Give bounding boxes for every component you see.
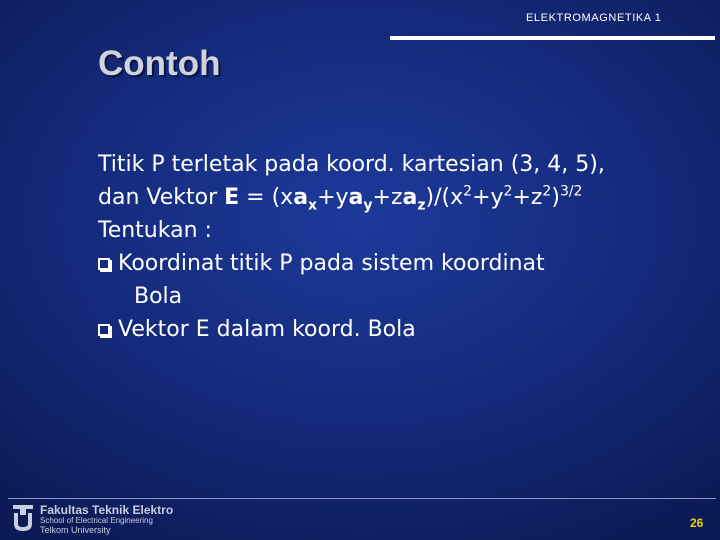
content-line-1: Titik P terletak pada koord. kartesian (3, 4, 5), — [98, 152, 605, 177]
footer-faculty: Fakultas Teknik Elektro — [40, 503, 174, 517]
page-number: 26 — [690, 516, 704, 530]
eq-part: +z — [372, 185, 403, 210]
eq-sup: 2 — [542, 183, 552, 200]
bullet-item-1-text: Koordinat titik P pada sistem koordinat — [118, 251, 545, 276]
eq-power: 3/2 — [559, 183, 583, 200]
eq-part: +z — [512, 185, 543, 210]
content-line-3: Tentukan : — [98, 218, 212, 243]
eq-prefix: dan Vektor — [98, 185, 225, 210]
bullet-item-1-cont: Bola — [134, 284, 183, 309]
eq-part: ) — [551, 185, 560, 210]
bullet-item-1 — [98, 247, 718, 280]
eq-part: +y — [317, 185, 349, 210]
eq-unit-a: a — [402, 185, 418, 210]
bullet-item-2 — [98, 313, 718, 346]
eq-part: +y — [472, 185, 504, 210]
eq-part: = (x — [239, 185, 294, 210]
eq-sub-y: y — [363, 197, 373, 214]
eq-sub-z: z — [417, 197, 426, 214]
slide-content — [98, 148, 718, 346]
eq-sup: 2 — [503, 183, 513, 200]
footer-divider — [8, 498, 716, 499]
course-header: ELEKTROMAGNETIKA 1 — [526, 12, 662, 24]
telkom-university-logo — [12, 504, 34, 532]
eq-vector-e: E — [224, 185, 240, 210]
footer-school: School of Electrical Engineering — [40, 516, 153, 525]
header-divider — [390, 36, 715, 40]
eq-unit-a: a — [293, 185, 309, 210]
eq-sup: 2 — [463, 183, 473, 200]
checkbox-bullet-icon — [98, 258, 110, 270]
eq-part: )/(x — [425, 185, 464, 210]
bullet-item-2-text: Vektor E dalam koord. Bola — [118, 317, 416, 342]
eq-sub-x: x — [308, 197, 318, 214]
slide-title: Contoh — [98, 44, 221, 83]
checkbox-bullet-icon — [98, 324, 110, 336]
footer-university: Telkom University — [40, 525, 111, 535]
eq-unit-a: a — [348, 185, 364, 210]
content-line-2 — [98, 181, 718, 214]
